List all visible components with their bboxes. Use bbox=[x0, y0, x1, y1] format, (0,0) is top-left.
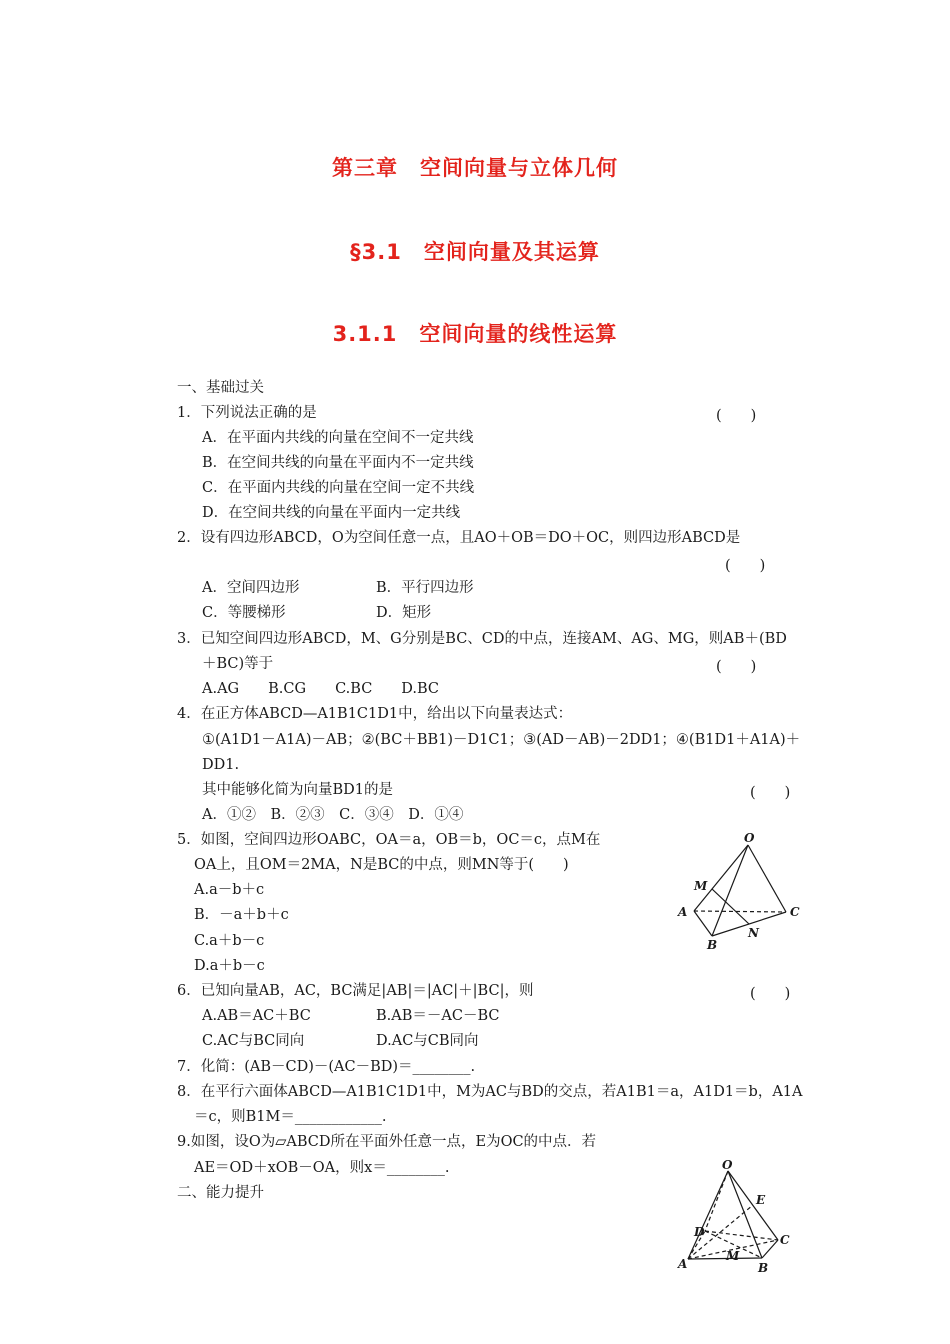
q1-option-b: B．在空间共线的向量在平面内不一定共线 bbox=[202, 455, 474, 471]
q5-label-a: A bbox=[678, 905, 688, 919]
q2-answer-paren: ( ) bbox=[725, 558, 766, 574]
q5-label-c: C bbox=[790, 905, 800, 919]
q9-pyramid-figure bbox=[672, 1156, 802, 1280]
q2-option-b: B．平行四边形 bbox=[376, 580, 474, 596]
q1-option-d: D．在空间共线的向量在平面内一定共线 bbox=[202, 505, 461, 521]
q9-stem-line2: AE＝OD＋xOB－OA，则x＝________. bbox=[194, 1160, 450, 1176]
q6-option-c: C.AC与BC同向 bbox=[202, 1033, 305, 1049]
part2-heading: 二、能力提升 bbox=[177, 1185, 264, 1201]
q2-option-c: C．等腰梯形 bbox=[202, 605, 286, 621]
q6-answer-paren: ( ) bbox=[750, 986, 791, 1002]
q5-tetrahedron-figure bbox=[672, 828, 812, 956]
q3-answer-paren: ( ) bbox=[716, 659, 757, 675]
section-title: §3.1 空间向量及其运算 bbox=[350, 240, 600, 264]
q8-stem-line1: 8．在平行六面体ABCD—A1B1C1D1中，M为AC与BD的交点，若A1B1＝a，A1D1＝b，A1A bbox=[177, 1084, 803, 1100]
q9-label-o: O bbox=[722, 1158, 733, 1172]
q5-label-o: O bbox=[744, 831, 755, 845]
q7-stem: 7．化简：(AB－CD)－(AC－BD)＝________. bbox=[177, 1059, 476, 1075]
q9-label-m: M bbox=[726, 1249, 740, 1263]
q6-stem: 6．已知向量AB，AC，BC满足|AB|＝|AC|＋|BC|，则 bbox=[177, 983, 534, 999]
q2-option-a: A．空间四边形 bbox=[202, 580, 300, 596]
q4-ask: 其中能够化简为向量BD1的是 bbox=[202, 782, 394, 798]
q4-answer-paren: ( ) bbox=[750, 785, 791, 801]
chapter-title: 第三章 空间向量与立体几何 bbox=[332, 156, 618, 180]
q5-stem-line2: OA上，且OM＝2MA，N是BC的中点，则MN等于( ) bbox=[194, 857, 569, 873]
q3-stem-line2: ＋BC)等于 bbox=[202, 656, 274, 672]
q9-stem-line1: 9.如图，设O为▱ABCD所在平面外任意一点，E为OC的中点．若 bbox=[177, 1134, 597, 1150]
q1-option-a: A．在平面内共线的向量在空间不一定共线 bbox=[202, 430, 474, 446]
q9-label-e: E bbox=[756, 1193, 766, 1207]
q5-label-b: B bbox=[707, 938, 718, 952]
q5-option-a: A.a－b＋c bbox=[194, 882, 265, 898]
q9-label-c: C bbox=[780, 1233, 790, 1247]
q3-stem-line1: 3．已知空间四边形ABCD，M、G分别是BC、CD的中点，连接AM、AG、MG，则AB＋(BD bbox=[177, 631, 787, 647]
q1-option-c: C．在平面内共线的向量在空间一定不共线 bbox=[202, 480, 475, 496]
q4-options: A．①② B．②③ C．③④ D．①④ bbox=[202, 807, 464, 823]
q6-option-a: A.AB＝AC＋BC bbox=[202, 1008, 311, 1024]
q4-expr-line1: ①(A1D1－A1A)－AB；②(BC＋BB1)－D1C1；③(AD－AB)－2DD1；④(B1D1＋A1A)＋ bbox=[202, 732, 801, 748]
subsection-title: 3.1.1 空间向量的线性运算 bbox=[332, 322, 618, 346]
q2-stem: 2．设有四边形ABCD，O为空间任意一点，且AO＋OB＝DO＋OC，则四边形ABCD是 bbox=[177, 530, 741, 546]
q5-label-n: N bbox=[748, 926, 759, 940]
q6-option-d: D.AC与CB同向 bbox=[376, 1033, 479, 1049]
q8-stem-line2: ＝c，则B1M＝____________. bbox=[194, 1109, 387, 1125]
q5-label-m: M bbox=[694, 879, 708, 893]
part1-heading: 一、基础过关 bbox=[177, 380, 264, 396]
q1-stem: 1．下列说法正确的是 bbox=[177, 405, 317, 421]
q9-label-a: A bbox=[678, 1257, 688, 1271]
q9-label-d: D bbox=[694, 1225, 705, 1239]
q5-option-b: B．－a＋b＋c bbox=[194, 907, 289, 923]
q4-stem: 4．在正方体ABCD—A1B1C1D1中，给出以下向量表达式： bbox=[177, 706, 573, 722]
q9-label-b: B bbox=[758, 1261, 769, 1275]
q4-expr-line2: DD1. bbox=[202, 757, 240, 773]
q1-answer-paren: ( ) bbox=[716, 408, 757, 424]
q5-stem-line1: 5．如图，空间四边形OABC，OA＝a，OB＝b，OC＝c，点M在 bbox=[177, 832, 601, 848]
q2-option-d: D．矩形 bbox=[376, 605, 432, 621]
q6-option-b: B.AB＝－AC－BC bbox=[376, 1008, 500, 1024]
q5-option-d: D.a＋b－c bbox=[194, 958, 265, 974]
q5-option-c: C.a＋b－c bbox=[194, 933, 265, 949]
q3-options: A.AG B.CG C.BC D.BC bbox=[202, 681, 440, 697]
